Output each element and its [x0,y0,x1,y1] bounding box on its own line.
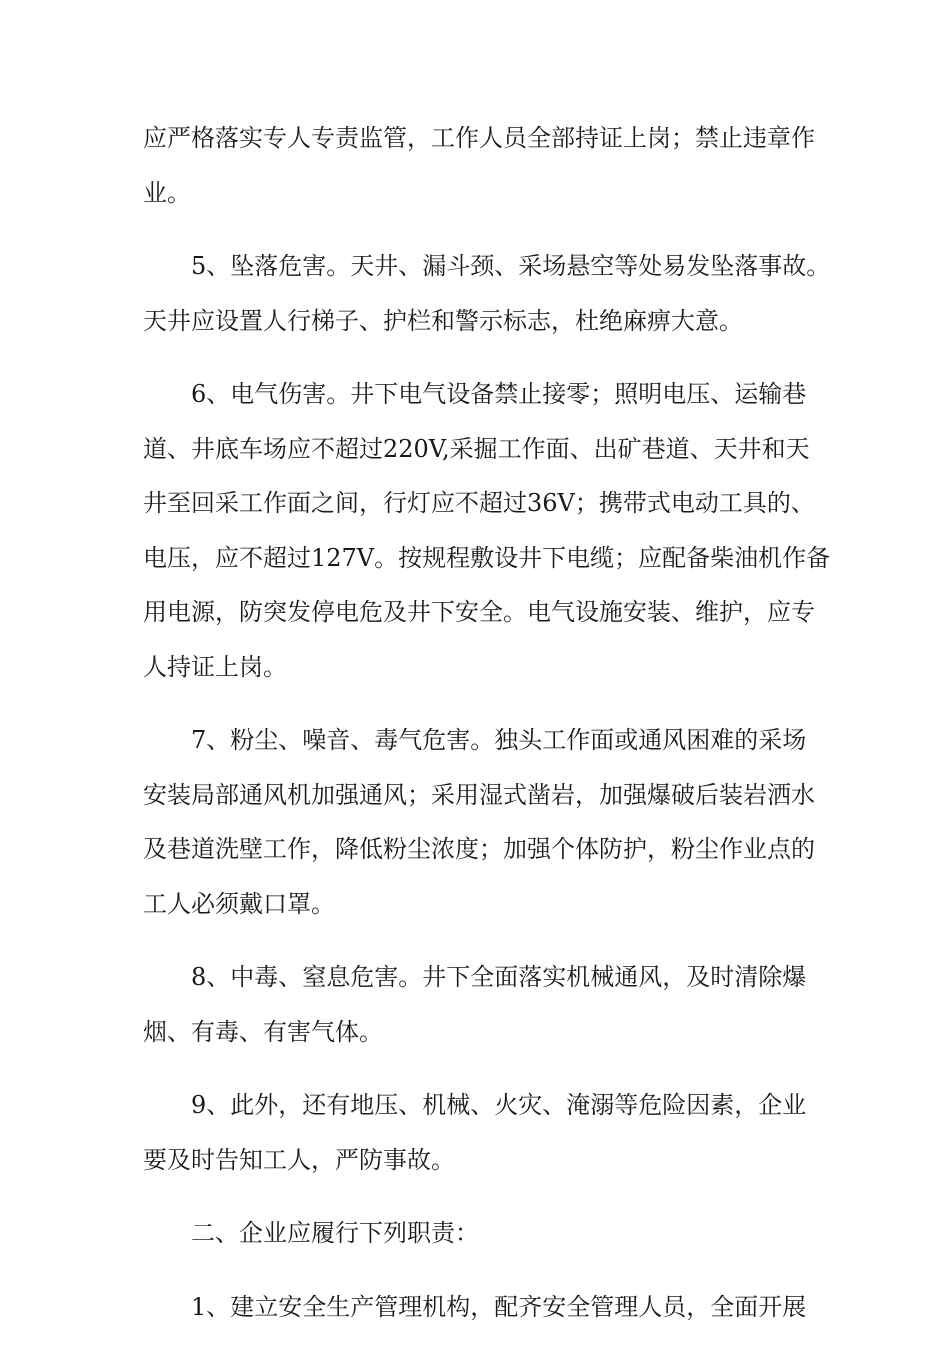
text-line: 8、中毒、窒息危害。井下全面落实机械通风，及时清除爆 [191,963,807,991]
text-line: 业。 [143,178,191,207]
paragraph-fall-hazard [143,239,831,348]
text-line: 烟、有毒、有害气体。 [143,1017,383,1046]
text-line: 6、电气伤害。井下电气设备禁止接零；照明电压、运输巷 [191,380,807,408]
paragraph-other-hazards [143,1078,807,1187]
text-line: 电压，应不超过127V。按规程敷设井下电缆；应配备柴油机作备 [143,543,831,572]
text-line: 要及时告知工人，严防事故。 [143,1145,455,1174]
text-line: 用电源，防突发停电危及井下安全。电气设施安装、维护，应专 [143,598,815,626]
paragraph-dust-noise-hazard [143,713,815,931]
text-line: 9、此外，还有地压、机械、火灾、淹溺等危险因素，企业 [191,1091,807,1119]
paragraph-poisoning-hazard [143,950,807,1059]
paragraph-duty-1 [143,1280,807,1335]
text-line: 7、粉尘、噪音、毒气危害。独头工作面或通风困难的采场 [191,726,807,754]
text-line: 1、建立安全生产管理机构，配齐安全管理人员，全面开展 [191,1292,807,1321]
text-line: 及巷道洗壁工作，降低粉尘浓度；加强个体防护，粉尘作业点的 [143,835,815,863]
section-heading-duties [143,1206,803,1261]
text-line: 工人必须戴口罩。 [143,889,335,918]
document-page [143,111,831,1353]
text-line: 天井应设置人行梯子、护栏和警示标志，杜绝麻痹大意。 [143,306,743,335]
text-line: 井至回采工作面之间，行灯应不超过36V；携带式电动工具的、 [143,489,815,517]
paragraph-electrical-hazard [143,367,831,694]
paragraph-supervision [143,111,815,220]
text-line: 人持证上岗。 [143,652,287,681]
text-line: 应严格落实专人专责监管，工作人员全部持证上岗；禁止违章作 [143,124,815,152]
text-line: 5、坠落危害。天井、漏斗颈、采场悬空等处易发坠落事故。 [191,252,831,280]
text-line: 安装局部通风机加强通风；采用湿式凿岩，加强爆破后装岩洒水 [143,780,815,809]
text-line: 道、井底车场应不超过220V,采掘工作面、出矿巷道、天井和天 [143,434,810,463]
text-line: 二、企业应履行下列职责： [191,1219,479,1247]
